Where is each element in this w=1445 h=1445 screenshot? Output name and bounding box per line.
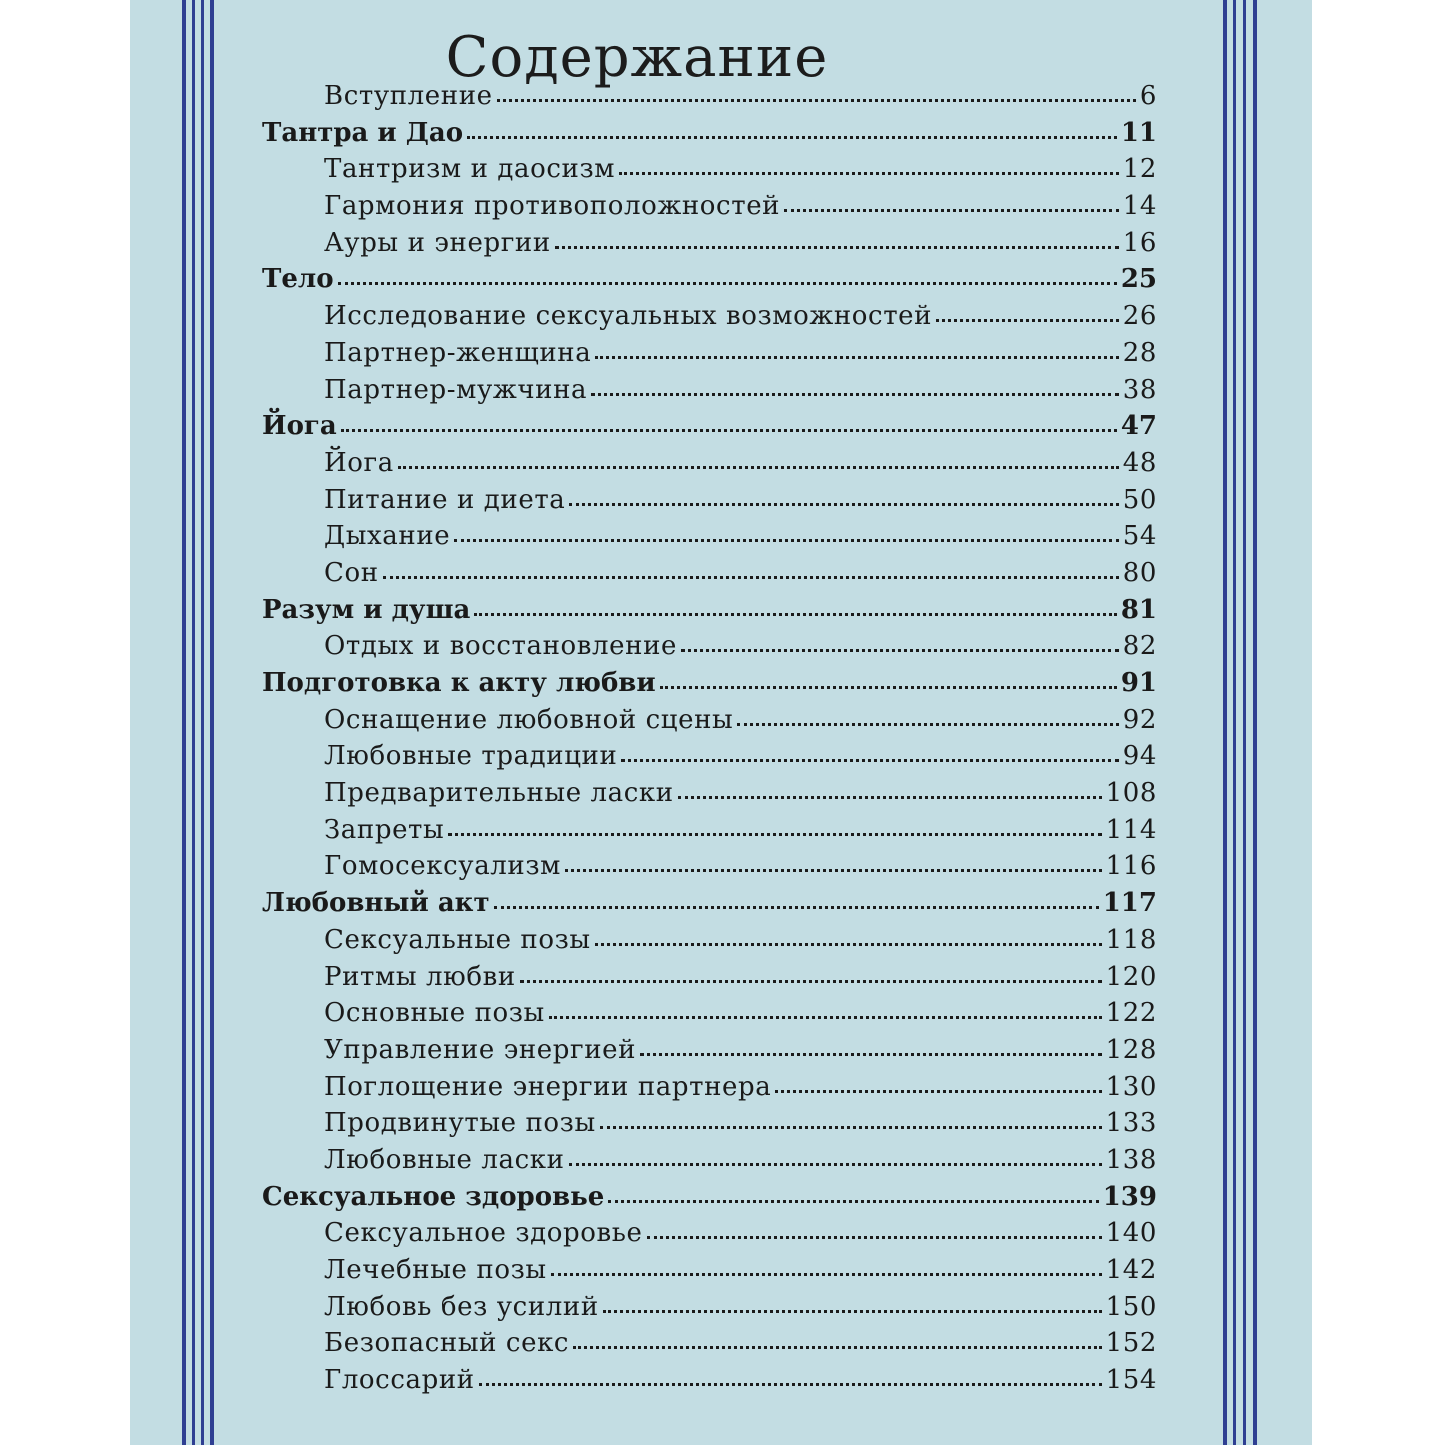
toc-entry-title: Партнер-женщина (324, 337, 592, 368)
dot-leader (520, 980, 1102, 983)
toc-page-number: 154 (1105, 1365, 1157, 1396)
dot-leader (595, 943, 1102, 946)
toc-page-number: 142 (1105, 1255, 1157, 1285)
toc-section-entry (262, 264, 1157, 301)
toc-page-number: 25 (1120, 264, 1157, 295)
toc-entry-title: Управление энергией (324, 1034, 637, 1065)
toc-page-number: 38 (1122, 374, 1157, 405)
dot-leader (678, 796, 1102, 799)
toc-entry-title: Любовный акт (262, 888, 490, 919)
toc-entry-title: Отдых и восстановление (324, 631, 677, 662)
dot-leader (595, 356, 1118, 359)
toc-page-number: 26 (1122, 301, 1157, 332)
toc-entry (262, 338, 1157, 375)
dot-leader (600, 1126, 1102, 1129)
dot-leader (660, 686, 1117, 689)
dot-leader (467, 136, 1117, 139)
toc-page-number: 50 (1122, 484, 1157, 515)
toc-section-entry (262, 888, 1157, 925)
toc-entry-title: Любовные ласки (324, 1144, 565, 1175)
toc-entry (262, 962, 1157, 999)
toc-entry-title: Сексуальное здоровье (324, 1218, 643, 1249)
dot-leader (608, 1200, 1098, 1203)
toc-page-number: 47 (1120, 411, 1157, 442)
dot-leader (737, 723, 1118, 726)
toc-page-number: 80 (1122, 557, 1157, 588)
toc-entry-title: Безопасный секс (324, 1328, 570, 1359)
toc-page-number: 48 (1122, 447, 1157, 478)
toc-entry-title: Ауры и энергии (324, 227, 551, 258)
toc-entry-title: Продвинутые позы (324, 1108, 596, 1139)
dot-leader (398, 466, 1119, 469)
right-border-line (1223, 0, 1227, 1445)
dot-leader (775, 1090, 1101, 1093)
toc-entry (262, 1328, 1157, 1365)
left-border-line (201, 0, 204, 1445)
toc-page-number: 108 (1105, 778, 1157, 809)
dot-leader (383, 576, 1119, 579)
toc-page-number: 114 (1105, 814, 1157, 845)
toc-entry (262, 228, 1157, 265)
toc-entry (262, 1145, 1157, 1182)
toc-entry-title: Тело (262, 264, 334, 295)
dot-leader (573, 1346, 1101, 1349)
dot-leader (338, 282, 1117, 285)
toc-page-number: 117 (1102, 888, 1157, 919)
toc-entry (262, 1035, 1157, 1072)
toc-page-number: 94 (1122, 741, 1157, 772)
toc-entry-title: Сон (324, 557, 379, 588)
dot-leader (784, 209, 1119, 212)
toc-entry (262, 1255, 1157, 1292)
toc-page-number: 150 (1105, 1291, 1157, 1322)
toc-page-number: 139 (1102, 1181, 1157, 1212)
toc-page-number: 152 (1105, 1328, 1157, 1359)
toc-entry-title: Поглощение энергии партнера (324, 1071, 772, 1102)
dot-leader (549, 1016, 1102, 1019)
toc-entry (262, 1218, 1157, 1255)
table-of-contents (262, 81, 1157, 1402)
right-border-line (1253, 0, 1257, 1445)
toc-entry (262, 778, 1157, 815)
dot-leader (569, 1163, 1102, 1166)
dot-leader (474, 613, 1116, 616)
dot-leader (454, 539, 1118, 542)
page-title: Содержание (445, 25, 829, 90)
toc-entry (262, 705, 1157, 742)
toc-entry (262, 191, 1157, 228)
toc-page-number: 116 (1105, 851, 1157, 882)
toc-entry-title: Лечебные позы (324, 1255, 547, 1285)
toc-entry-title: Партнер-мужчина (324, 374, 588, 405)
toc-entry-title: Глоссарий (324, 1365, 475, 1396)
left-border-line (210, 0, 214, 1445)
toc-entry-title: Оснащение любовной сцены (324, 704, 734, 735)
toc-entry-title: Любовные традиции (324, 741, 618, 772)
dot-leader (621, 759, 1118, 762)
toc-entry-title: Дыхание (324, 521, 451, 552)
toc-page-number: 120 (1105, 961, 1157, 992)
left-border-line (182, 0, 186, 1445)
toc-section-entry (262, 118, 1157, 155)
right-border-line (1243, 0, 1246, 1445)
dot-leader (681, 649, 1119, 652)
toc-page-number: 122 (1105, 998, 1157, 1029)
toc-entry (262, 81, 1157, 118)
toc-entry (262, 925, 1157, 962)
toc-entry-title: Питание и диета (324, 484, 566, 515)
toc-entry-title: Сексуальное здоровье (262, 1181, 605, 1212)
toc-entry (262, 741, 1157, 778)
dot-leader (555, 246, 1119, 249)
toc-entry-title: Предварительные ласки (324, 778, 674, 809)
dot-leader (448, 833, 1101, 836)
dot-leader (565, 869, 1102, 872)
toc-entry (262, 851, 1157, 888)
toc-entry-title: Йога (324, 447, 394, 478)
toc-entry (262, 558, 1157, 595)
toc-page-number: 118 (1105, 924, 1157, 955)
toc-section-entry (262, 595, 1157, 632)
toc-entry (262, 448, 1157, 485)
toc-entry (262, 521, 1157, 558)
dot-leader (619, 172, 1119, 175)
toc-page-number: 11 (1120, 117, 1157, 148)
toc-page-number: 54 (1122, 521, 1157, 552)
toc-entry (262, 1072, 1157, 1109)
toc-section-entry (262, 411, 1157, 448)
dot-leader (569, 503, 1118, 506)
toc-page-number: 133 (1105, 1108, 1157, 1139)
toc-entry-title: Гармония противоположностей (324, 191, 781, 222)
dot-leader (341, 429, 1117, 432)
toc-page-number: 128 (1105, 1034, 1157, 1065)
dot-leader (640, 1053, 1101, 1056)
toc-page-number: 14 (1122, 191, 1157, 222)
toc-entry-title: Разум и душа (262, 594, 471, 625)
toc-entry (262, 631, 1157, 668)
toc-page-number: 140 (1105, 1218, 1157, 1249)
toc-entry-title: Йога (262, 411, 337, 442)
toc-entry-title: Тантра и Дао (262, 117, 464, 148)
dot-leader (551, 1273, 1102, 1276)
toc-page-number: 6 (1139, 81, 1157, 111)
dot-leader (494, 906, 1099, 909)
toc-page-number: 28 (1122, 337, 1157, 368)
dot-leader (497, 99, 1136, 102)
toc-page-number: 92 (1122, 704, 1157, 735)
dot-leader (479, 1383, 1102, 1386)
toc-page-number: 91 (1120, 668, 1157, 698)
toc-entry-title: Ритмы любви (324, 961, 516, 992)
toc-page-number: 82 (1122, 631, 1157, 662)
toc-entry-title: Исследование сексуальных возможностей (324, 301, 933, 332)
toc-entry (262, 375, 1157, 412)
toc-page-number: 130 (1105, 1071, 1157, 1102)
toc-page-number: 12 (1122, 154, 1157, 185)
toc-entry-title: Гомосексуализм (324, 851, 561, 882)
toc-page-number: 81 (1120, 594, 1157, 625)
dot-leader (591, 393, 1119, 396)
toc-entry-title: Сексуальные позы (324, 924, 591, 955)
toc-entry-title: Тантризм и даосизм (324, 154, 616, 185)
toc-entry (262, 1108, 1157, 1145)
toc-entry-title: Любовь без усилий (324, 1291, 599, 1322)
toc-entry (262, 154, 1157, 191)
toc-entry-title: Вступление (324, 81, 493, 111)
toc-entry (262, 485, 1157, 522)
toc-entry (262, 301, 1157, 338)
toc-entry (262, 1292, 1157, 1329)
toc-section-entry (262, 1182, 1157, 1219)
toc-entry-title: Запреты (324, 814, 445, 845)
toc-entry (262, 998, 1157, 1035)
dot-leader (936, 319, 1119, 322)
toc-section-entry (262, 668, 1157, 705)
dot-leader (603, 1310, 1102, 1313)
toc-page-number: 16 (1122, 227, 1157, 258)
toc-entry (262, 815, 1157, 852)
toc-entry-title: Основные позы (324, 998, 545, 1029)
toc-page-number: 138 (1105, 1144, 1157, 1175)
dot-leader (647, 1236, 1102, 1239)
toc-entry (262, 1365, 1157, 1402)
right-border-line (1233, 0, 1236, 1445)
toc-entry-title: Подготовка к акту любви (262, 668, 656, 698)
left-border-line (192, 0, 195, 1445)
